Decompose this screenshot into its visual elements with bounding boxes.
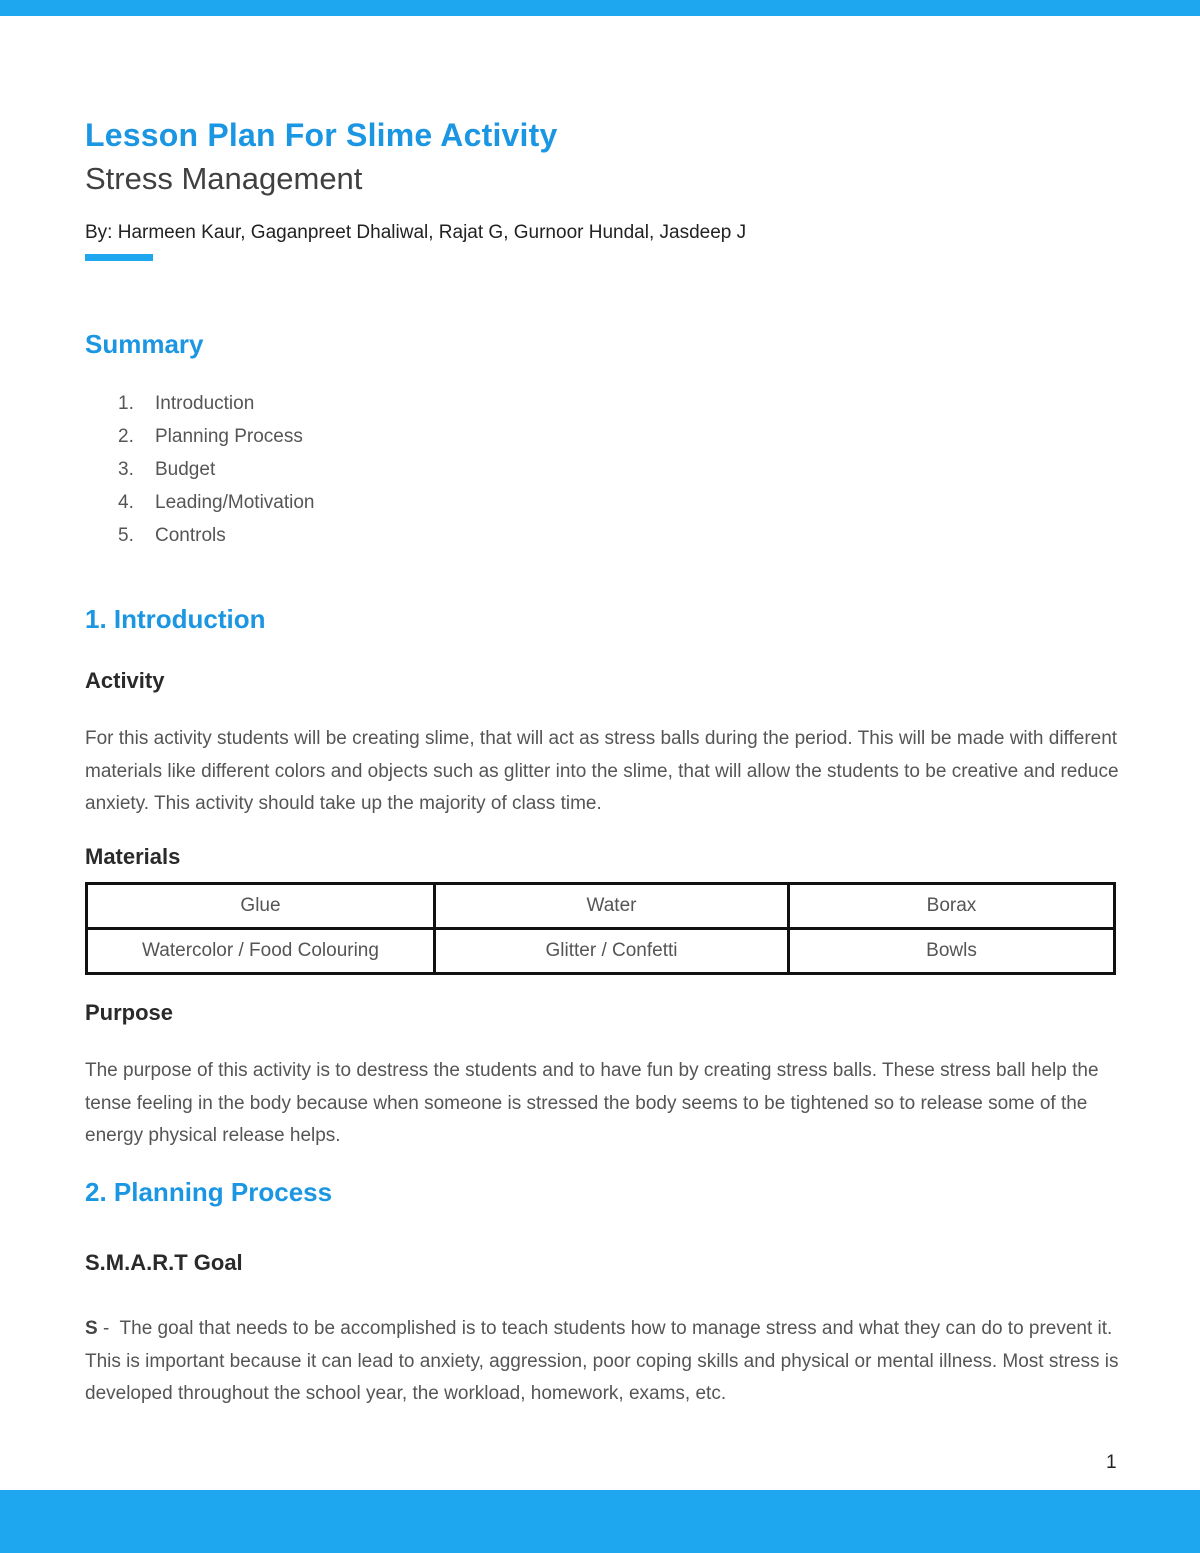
smart-goal-heading: S.M.A.R.T Goal — [85, 1250, 243, 1275]
smart-letter: S — [85, 1318, 98, 1339]
table-cell: Glitter / Confetti — [435, 929, 789, 974]
purpose-heading: Purpose — [85, 1000, 174, 1025]
author-byline: By: Harmeen Kaur, Gaganpreet Dhaliwal, Rajat G, Gurnoor Hundal, Jasdeep J — [85, 222, 747, 243]
summary-item-number: 5. — [118, 525, 134, 546]
table-row — [87, 884, 1115, 929]
table-cell: Borax — [789, 884, 1115, 929]
summary-item-label: Budget — [155, 459, 216, 480]
introduction-heading: 1. Introduction — [85, 604, 266, 634]
summary-item-planning-process — [118, 425, 315, 458]
activity-paragraph: For this activity students will be creating slime, that will act as stress balls during the period. This will be made with different materials like different colors and objects such as glitter into the slime, that will allow the students to be creative and reduce anxiety. This activity should take up the majority of class time. — [85, 728, 1119, 814]
page-number: 1 — [1106, 1452, 1117, 1473]
table-cell: Water — [435, 884, 789, 929]
activity-heading: Activity — [85, 668, 165, 693]
summary-heading: Summary — [85, 329, 204, 359]
summary-item-label: Introduction — [155, 393, 255, 414]
summary-item-label: Leading/Motivation — [155, 492, 315, 513]
materials-table — [85, 882, 1116, 975]
document-subtitle: Stress Management — [85, 161, 363, 196]
title-accent-rule — [85, 254, 153, 261]
summary-item-label: Controls — [155, 525, 226, 546]
planning-process-heading: 2. Planning Process — [85, 1177, 333, 1207]
summary-item-budget — [118, 458, 315, 491]
materials-heading: Materials — [85, 844, 181, 869]
bottom-accent-bar — [0, 1490, 1200, 1553]
smart-goal-paragraph — [85, 1313, 1120, 1411]
table-row — [87, 929, 1115, 974]
document-title: Lesson Plan For Slime Activity — [85, 117, 558, 153]
summary-list — [118, 392, 315, 557]
table-cell: Watercolor / Food Colouring — [87, 929, 435, 974]
smart-goal-text: The goal that needs to be accomplished is to teach students how to manage stress and what they can do to prevent it. This is important because it can lead to anxiety, aggression, poor coping skills and physical or mental illness. Most stress is developed throughout the school year, the workload, homework, exams, etc. — [85, 1318, 1119, 1404]
summary-item-number: 4. — [118, 492, 134, 513]
table-cell: Glue — [87, 884, 435, 929]
summary-item-controls — [118, 524, 315, 557]
top-accent-bar — [0, 0, 1200, 16]
summary-item-introduction — [118, 392, 315, 425]
purpose-paragraph: The purpose of this activity is to destress the students and to have fun by creating stress balls. These stress ball help the tense feeling in the body because when someone is stressed the body seems to be tightened so to release some of the energy physical release helps. — [85, 1060, 1099, 1146]
summary-item-number: 3. — [118, 459, 134, 480]
smart-separator: - — [97, 1318, 120, 1339]
summary-item-label: Planning Process — [155, 426, 303, 447]
summary-item-number: 1. — [118, 393, 134, 414]
summary-item-leading-motivation — [118, 491, 315, 524]
summary-item-number: 2. — [118, 426, 134, 447]
table-cell: Bowls — [789, 929, 1115, 974]
